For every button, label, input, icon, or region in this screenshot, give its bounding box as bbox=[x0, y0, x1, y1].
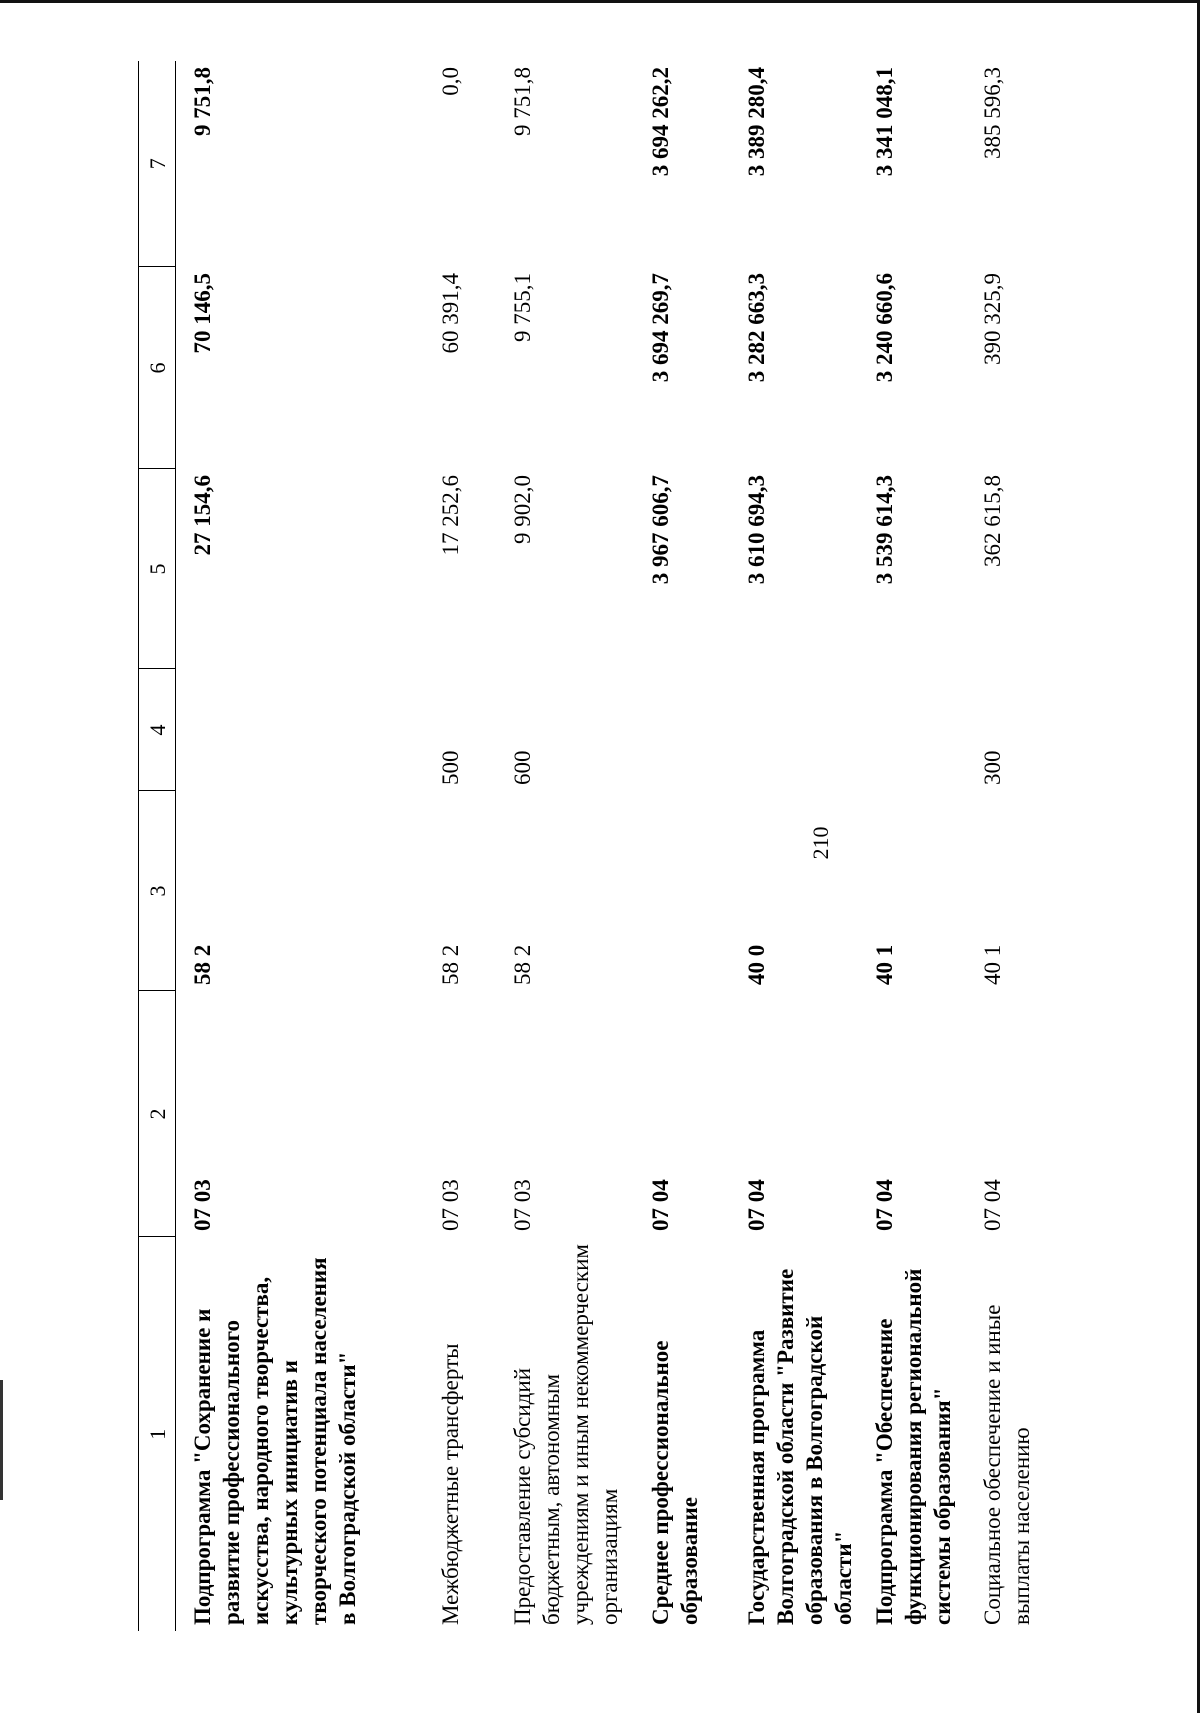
row-expense-type bbox=[858, 669, 966, 791]
row-value-col5: 362 615,8 bbox=[980, 475, 1005, 567]
row-program-code: 58 2 bbox=[190, 944, 215, 985]
row-value-col5: 3 610 694,3 bbox=[744, 475, 769, 585]
row-value-col6: 3 282 663,3 bbox=[744, 273, 769, 383]
row-value-col7: 385 596,3 bbox=[980, 67, 1005, 159]
row-section-code: 07 03 bbox=[510, 1179, 535, 1231]
row-value-col6: 390 325,9 bbox=[980, 273, 1005, 365]
table-row bbox=[966, 61, 1048, 1631]
row-value-col7: 0,0 bbox=[438, 67, 463, 96]
row-expense-type: 600 bbox=[510, 750, 535, 785]
row-expense-type bbox=[176, 669, 425, 791]
row-program-code: 58 2 bbox=[438, 944, 463, 985]
header-col-5: 5 bbox=[139, 469, 176, 669]
row-name: Подпрограмма "Обеспечение функционирования региональной системы образования" bbox=[872, 1268, 955, 1625]
table-row bbox=[176, 61, 425, 1631]
header-col-3: 3 bbox=[139, 791, 176, 991]
row-name: Предоставление субсидий бюджетным, автономным учреждениям и иным некоммерческим организациям bbox=[510, 1244, 622, 1625]
row-section-code: 07 04 bbox=[648, 1179, 673, 1231]
row-expense-type: 500 bbox=[438, 750, 463, 785]
row-value-col5: 3 539 614,3 bbox=[872, 475, 897, 585]
row-value-col6: 3 694 269,7 bbox=[648, 273, 673, 383]
row-name: Среднее профессиональное образование bbox=[648, 1340, 702, 1625]
row-value-col5: 3 967 606,7 bbox=[648, 475, 673, 585]
row-value-col6: 70 146,5 bbox=[190, 273, 215, 354]
row-section-code: 07 04 bbox=[980, 1179, 1005, 1231]
row-program-code: 58 2 bbox=[510, 944, 535, 985]
row-expense-type: 300 bbox=[980, 750, 1005, 785]
row-section-code: 07 04 bbox=[744, 1179, 769, 1231]
row-section-code: 07 03 bbox=[438, 1179, 463, 1231]
row-name: Социальное обеспечение и иные выплаты населению bbox=[980, 1304, 1034, 1625]
row-value-col7: 3 389 280,4 bbox=[744, 67, 769, 177]
header-col-7: 7 bbox=[139, 61, 176, 267]
table-row bbox=[634, 61, 730, 1631]
header-col-6: 6 bbox=[139, 267, 176, 469]
row-section-code: 07 04 bbox=[872, 1179, 897, 1231]
row-value-col6: 60 391,4 bbox=[438, 273, 463, 354]
row-value-col6: 3 240 660,6 bbox=[872, 273, 897, 383]
row-program-code: 40 1 bbox=[980, 944, 1005, 985]
row-value-col7: 9 751,8 bbox=[510, 67, 535, 136]
table-row bbox=[496, 61, 634, 1631]
header-col-1: 1 bbox=[139, 1237, 176, 1631]
row-value-col6: 9 755,1 bbox=[510, 273, 535, 342]
row-section-code: 07 03 bbox=[190, 1179, 215, 1231]
row-program-code bbox=[634, 791, 730, 991]
row-program-code: 40 0 bbox=[744, 944, 769, 985]
header-col-4: 4 bbox=[139, 669, 176, 791]
row-value-col5: 17 252,6 bbox=[438, 475, 463, 556]
header-row bbox=[139, 61, 176, 1631]
row-value-col7: 3 694 262,2 bbox=[648, 67, 673, 177]
row-value-col5: 27 154,6 bbox=[190, 475, 215, 556]
table-row bbox=[858, 61, 966, 1631]
page-number: 210 bbox=[808, 826, 833, 860]
row-program-code: 40 1 bbox=[872, 944, 897, 985]
row-expense-type bbox=[730, 669, 858, 791]
table-row bbox=[424, 61, 496, 1631]
header-col-2: 2 bbox=[139, 991, 176, 1237]
row-value-col7: 9 751,8 bbox=[190, 67, 215, 136]
row-value-col5: 9 902,0 bbox=[510, 475, 535, 544]
row-expense-type bbox=[634, 669, 730, 791]
table-row bbox=[730, 61, 858, 1631]
row-name: Государственная программа Волгоградской области "Развитие образования в Волгоградской области" bbox=[744, 1268, 856, 1625]
budget-table bbox=[138, 61, 1048, 1631]
row-name: Подпрограмма "Сохранение и развитие профессионального искусства, народного творчества, культурных инициатив и творческого потенциала населения в Волгоградской области" bbox=[190, 1257, 360, 1625]
row-value-col7: 3 341 048,1 bbox=[872, 67, 897, 177]
row-name: Межбюджетные трансферты bbox=[438, 1343, 463, 1625]
